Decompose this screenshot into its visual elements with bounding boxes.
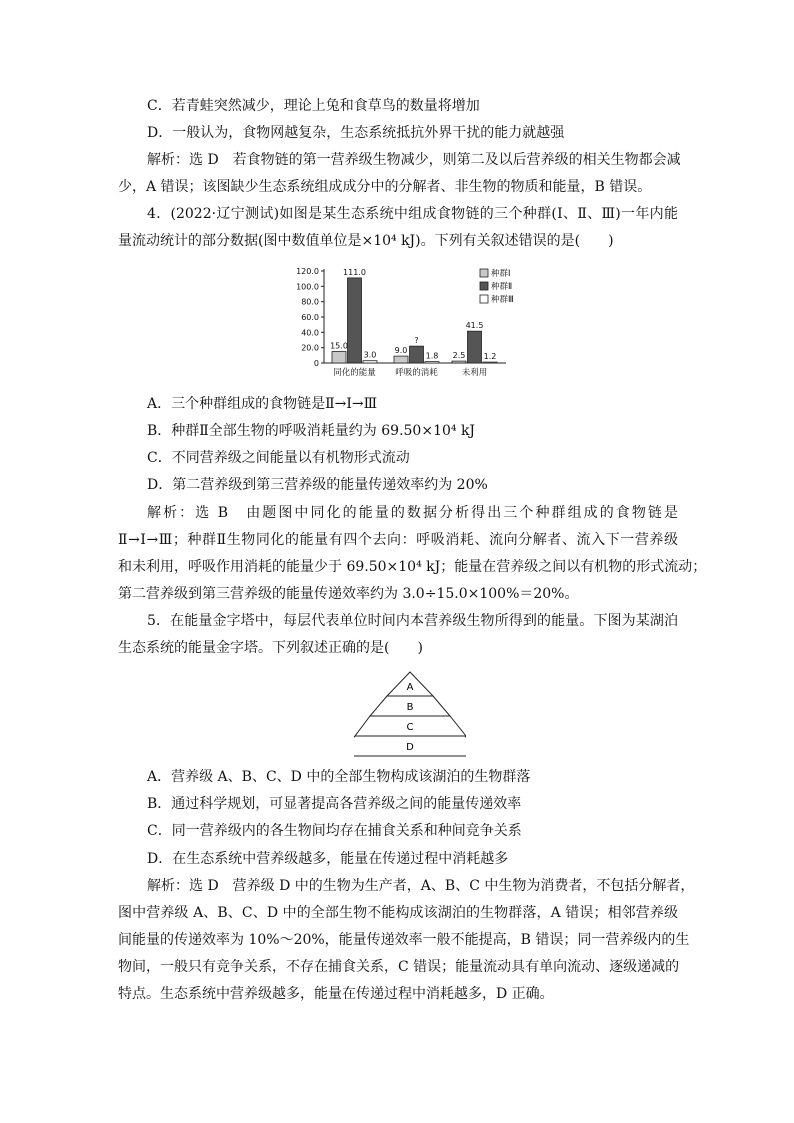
pyramid-label-d: D [406, 742, 414, 753]
pyramid-label-a: A [406, 682, 414, 693]
option-5d: D．在生态系统中营养级越多，能量在传递过程中消耗越多 [147, 851, 509, 867]
pyramid-label-c: C [406, 722, 414, 733]
legend-swatch [480, 295, 488, 303]
bar [452, 361, 466, 363]
data-label: 3.0 [363, 350, 377, 360]
analysis-5-line3: 间能量的传递效率为 10%～20%，能量传递效率一般不能提高，B 错误；同一营养级内的生 [118, 932, 690, 948]
data-label: ? [414, 336, 419, 346]
analysis-5-line4: 物间，一般只有竞争关系，不存在捕食关系，C 错误；能量流动具有单向流动、逐级递减的 [118, 959, 680, 975]
data-label: 9.0 [394, 346, 408, 356]
analysis-5-line5: 特点。生态系统中营养级越多，能量在传递过程中消耗越多，D 正确。 [118, 986, 554, 1002]
bar [468, 331, 482, 363]
y-tick-label: 100.0 [296, 282, 319, 292]
y-tick-label: 60.0 [301, 313, 319, 322]
legend-swatch [480, 282, 488, 290]
category-label: 未利用 [461, 368, 488, 378]
energy-pyramid [354, 666, 466, 760]
analysis-4-line1: 解析：选 B 由题图中同化的能量的数据分析得出三个种群组成的食物链是 [147, 505, 678, 521]
legend-label: 种群Ⅱ [491, 282, 513, 292]
category-label: 呼吸的消耗 [395, 368, 438, 378]
option-3d: D．一般认为，食物网越复杂，生态系统抵抗外界干扰的能力就越强 [147, 125, 565, 141]
analysis-4-line2: Ⅱ→Ⅰ→Ⅲ；种群Ⅱ生物同化的能量有四个去向：呼吸消耗、流向分解者、流入下一营养级 [118, 532, 678, 548]
bar [348, 278, 362, 363]
analysis-5-line1: 解析：选 D 营养级 D 中的生物为生产者，A、B、C 中生物为消费者，不包括分解者， [147, 878, 695, 894]
y-tick-label: 20.0 [301, 343, 319, 353]
question-5-line1: 5．在能量金字塔中，每层代表单位时间内本营养级生物所得到的能量。下图为某湖泊 [147, 613, 678, 629]
option-5b: B．通过科学规划，可显著提高各营养级之间的能量传递效率 [147, 796, 522, 812]
analysis-4-line3: 和未利用，呼吸作用消耗的能量少于 69.50×10⁴ kJ；能量在营养级之间以有机物的形式流动； [118, 559, 707, 575]
bar [332, 352, 346, 364]
y-tick-label: 80.0 [301, 297, 319, 307]
question-5-line2: 生态系统的能量金字塔。下列叙述正确的是( ) [118, 640, 423, 656]
bar [394, 356, 408, 363]
category-label: 同化的能量 [333, 368, 376, 378]
option-4d: D．第二营养级到第三营养级的能量传递效率约为 20% [147, 477, 488, 493]
bar [410, 346, 424, 363]
y-tick-label: 40.0 [301, 328, 319, 338]
data-label: 111.0 [343, 267, 366, 277]
data-label: 15.0 [330, 341, 348, 351]
legend-label: 种群Ⅰ [491, 269, 511, 279]
option-3c: C．若青蛙突然减少，理论上兔和食草鸟的数量将增加 [147, 98, 480, 114]
legend-swatch [480, 269, 488, 277]
data-label: 2.5 [452, 351, 466, 361]
option-5c: C．同一营养级内的各生物间均存在捕食关系和种间竞争关系 [147, 823, 522, 839]
analysis-5-line2: 图中营养级 A、B、C、D 中的全部生物不能构成该湖泊的生物群落，A 错误；相邻营养级 [118, 905, 678, 921]
y-tick-label: 120.0 [296, 267, 319, 276]
data-label: 41.5 [465, 321, 484, 331]
y-tick-label: 0 [313, 359, 319, 368]
question-4-line2: 量流动统计的部分数据(图中数值单位是×10⁴ kJ)。下列有关叙述错误的是( ) [118, 233, 614, 249]
legend-label: 种群Ⅲ [491, 295, 514, 305]
bar [363, 361, 377, 363]
bar [425, 362, 439, 363]
analysis-3-line1: 解析：选 D 若食物链的第一营养级生物减少，则第二及以后营养级的相关生物都会减 [147, 152, 681, 168]
data-label: 1.2 [483, 352, 497, 362]
analysis-3-line2: 少，A 错误；该图缺少生态系统组成成分中的分解者、非生物的物质和能量，B 错误。 [118, 179, 652, 195]
option-5a: A．营养级 A、B、C、D 中的全部生物构成该湖泊的生物群落 [147, 769, 531, 785]
option-4c: C．不同营养级之间能量以有机物形式流动 [147, 450, 410, 466]
energy-flow-bar-chart [280, 260, 540, 386]
analysis-4-line4: 第二营养级到第三营养级的能量传递效率约为 3.0÷15.0×100%＝20%。 [118, 586, 579, 602]
pyramid-label-b: B [406, 702, 414, 713]
question-4-line1: 4．(2022·辽宁测试)如图是某生态系统中组成食物链的三个种群(Ⅰ、Ⅱ、Ⅲ)一年内能 [147, 206, 678, 222]
bar [483, 362, 497, 363]
option-4b: B．种群Ⅱ全部生物的呼吸消耗量约为 69.50×10⁴ kJ [147, 423, 476, 439]
option-4a: A．三个种群组成的食物链是Ⅱ→Ⅰ→Ⅲ [147, 396, 378, 412]
data-label: 1.8 [425, 351, 439, 361]
